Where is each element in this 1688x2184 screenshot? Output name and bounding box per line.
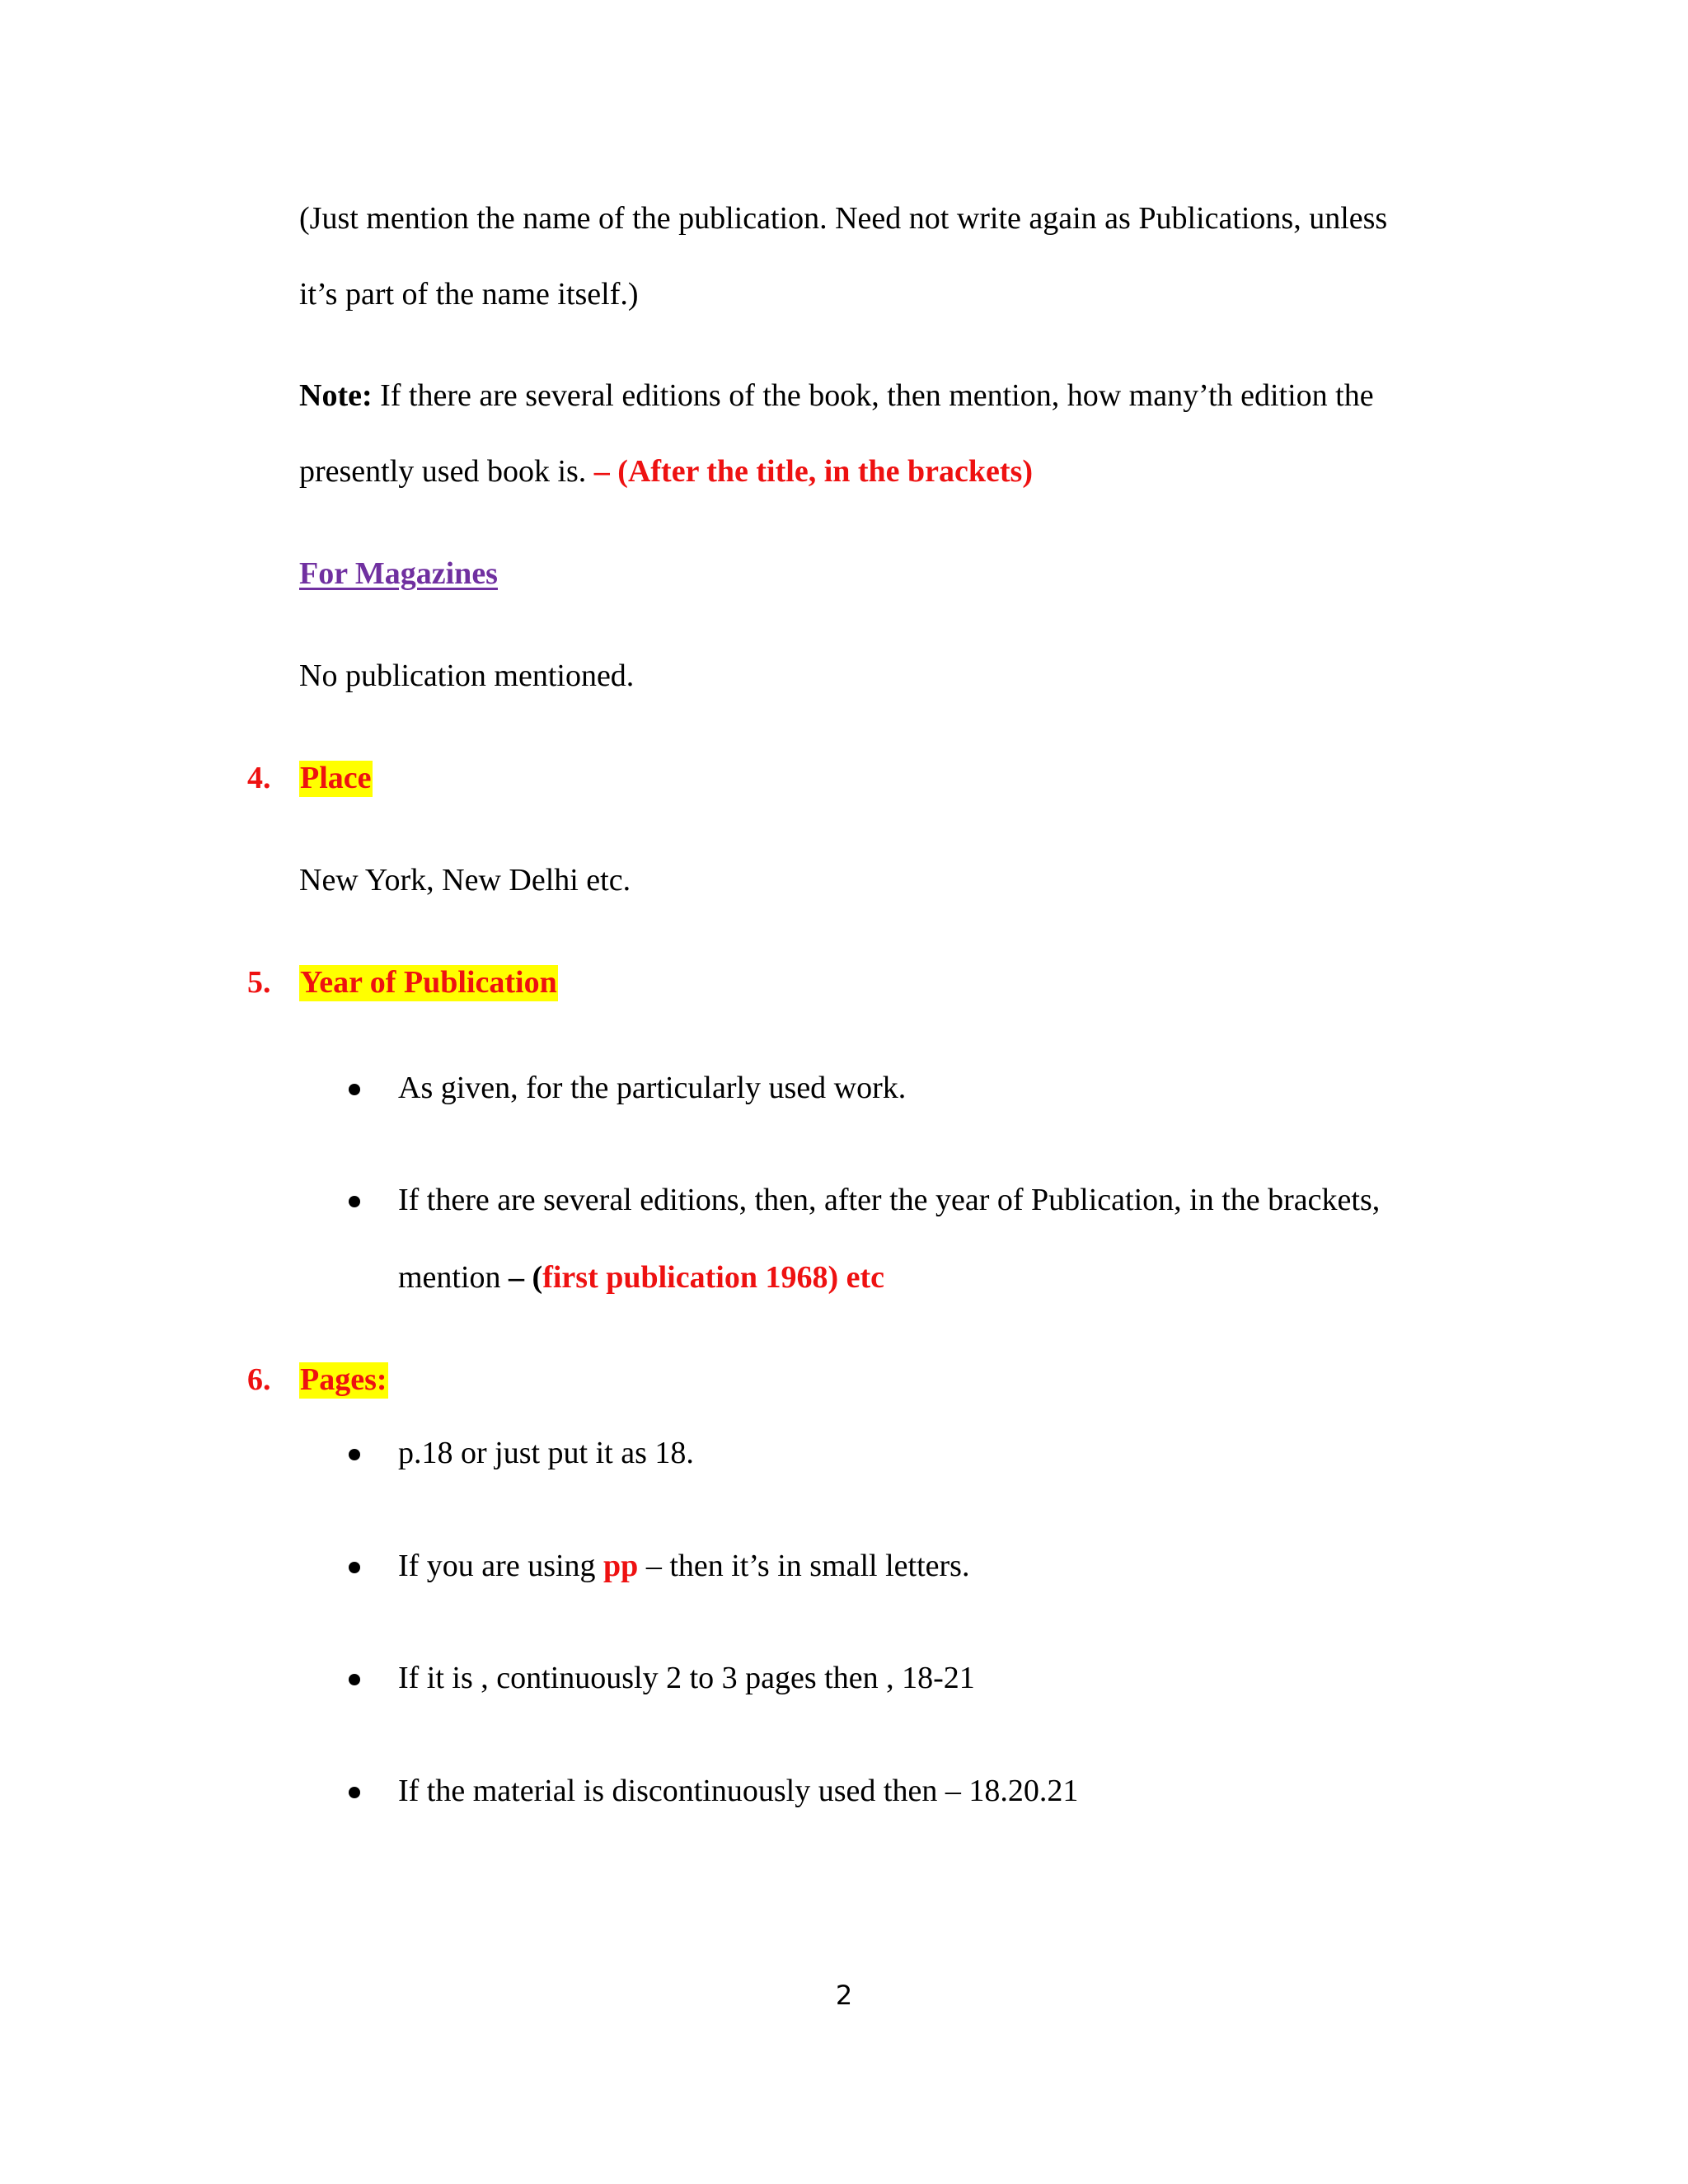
place-text: New York, New Delhi etc.	[299, 863, 631, 898]
pages-bullet-2	[398, 1550, 969, 1582]
magazines-heading	[299, 558, 498, 589]
note-text-2: presently used book is.	[299, 454, 594, 489]
year-bullet-2-red: first publication 1968) etc	[542, 1260, 884, 1295]
year-bullet-2-text: mention	[398, 1260, 509, 1295]
pages-bullet-3: If it is , continuously 2 to 3 pages then , 18-21	[398, 1661, 975, 1695]
pages-bullet-2-pre: If you are using	[398, 1549, 604, 1583]
pages-bullet-2-red: pp	[603, 1549, 639, 1583]
bullet-icon	[349, 1562, 360, 1573]
place-heading: Place	[300, 761, 372, 795]
pages-bullet-1: p.18 or just put it as 18.	[398, 1436, 694, 1470]
note-red-text: – (After the title, in the brackets)	[593, 454, 1034, 489]
page-number: 2	[835, 1980, 853, 2011]
year-bullet-1: As given, for the particularly used work.	[398, 1071, 907, 1105]
year-number: 5.	[247, 965, 271, 1000]
bullet-icon	[349, 1787, 360, 1798]
magazines-text: No publication mentioned.	[299, 658, 635, 693]
intro-line-1: (Just mention the name of the publication. Need not write again as Publications, unless	[299, 201, 1388, 236]
bullet-icon	[349, 1084, 360, 1095]
year-bullet-2-line-2	[398, 1262, 884, 1293]
bullet-icon	[349, 1196, 360, 1207]
year-bullet-2-dash: – (	[509, 1260, 543, 1295]
note-text-1: If there are several editions of the book, then mention, how many’th edition the	[372, 378, 1374, 413]
pages-number: 6.	[247, 1362, 271, 1397]
note-line-1	[299, 380, 1374, 411]
pages-bullet-2-post: – then it’s in small letters.	[638, 1549, 970, 1583]
note-line-2	[299, 456, 1033, 487]
year-bullet-2-line-1: If there are several editions, then, after the year of Publication, in the brackets,	[398, 1183, 1381, 1217]
place-number: 4.	[247, 761, 271, 795]
bullet-icon	[349, 1449, 360, 1460]
intro-line-2: it’s part of the name itself.)	[299, 277, 639, 312]
year-heading: Year of Publication	[300, 965, 557, 1000]
pages-bullet-4: If the material is discontinuously used then – 18.20.21	[398, 1774, 1079, 1808]
note-label: Note:	[299, 378, 373, 413]
bullet-icon	[349, 1674, 360, 1685]
magazines-heading-text: For Magazines	[299, 556, 498, 591]
pages-heading: Pages:	[300, 1362, 387, 1397]
